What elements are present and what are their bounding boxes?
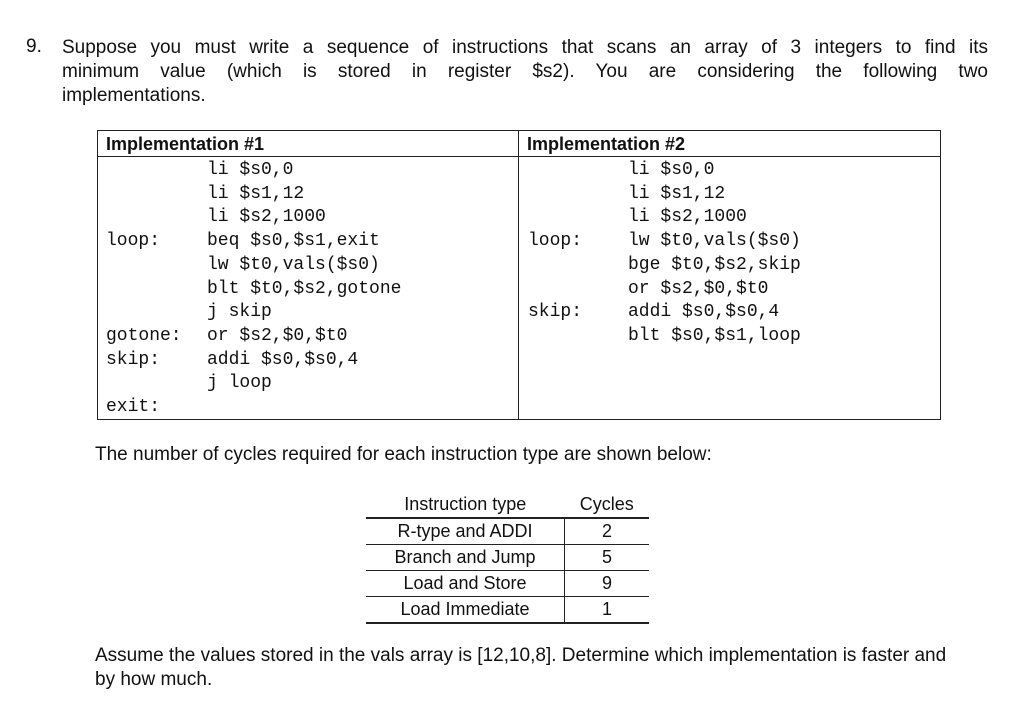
code-instruction: j skip [207, 302, 272, 323]
question-line: Suppose you must write a sequence of instructions that scans an array of 3 integers to find its [62, 37, 988, 58]
implementation-1-column [98, 131, 519, 419]
code-instruction: addi $s0,$s0,4 [207, 349, 359, 370]
instruction-type-cell: R-type and ADDI [366, 518, 565, 545]
question-number: 9. [26, 36, 42, 57]
cycles-header-type: Instruction type [366, 492, 565, 518]
code-instruction: or $s2,$0,$t0 [207, 325, 348, 346]
question-line: minimum value (which is stored in register $s2). You are considering the following two [62, 61, 988, 82]
table-row [366, 545, 649, 571]
cycles-cell: 5 [565, 545, 650, 571]
code-instruction: blt $s0,$s1,loop [628, 325, 801, 346]
table-row [366, 571, 649, 597]
instruction-type-cell: Load and Store [366, 571, 565, 597]
code-label: loop: [528, 231, 583, 252]
instruction-type-cell: Load Immediate [366, 597, 565, 624]
cycles-cell: 1 [565, 597, 650, 624]
cycles-cell: 9 [565, 571, 650, 597]
code-instruction: li $s0,0 [207, 160, 294, 180]
cycles-cell: 2 [565, 518, 650, 545]
code-label: exit: [106, 397, 161, 417]
question-text [62, 36, 988, 108]
code-instruction: bge $t0,$s2,skip [628, 254, 801, 275]
code-instruction: j loop [207, 373, 272, 394]
instruction-type-cell: Branch and Jump [366, 545, 565, 571]
code-label: skip: [528, 302, 583, 323]
implementation-2-column [519, 131, 940, 419]
code-label: skip: [106, 349, 161, 370]
cycles-header-cycles: Cycles [565, 492, 650, 518]
code-instruction: li $s1,12 [207, 183, 305, 204]
code-instruction: addi $s0,$s0,4 [628, 302, 780, 323]
code-instruction: li $s2,1000 [207, 207, 326, 228]
code-instruction: li $s2,1000 [628, 207, 747, 228]
code-instruction: lw $t0,vals($s0) [207, 254, 380, 275]
implementation-2-title: Implementation #2 [519, 131, 940, 157]
question-line: implementations. [62, 85, 206, 106]
code-instruction: lw $t0,vals($s0) [628, 231, 801, 252]
final-question-text: Assume the values stored in the vals array is [12,10,8]. Determine which implementation is faster and by how much. [95, 645, 947, 690]
implementations-table [97, 130, 941, 420]
code-label: gotone: [106, 325, 182, 346]
code-instruction: li $s1,12 [628, 183, 726, 204]
code-instruction: or $s2,$0,$t0 [628, 278, 769, 299]
code-label: loop: [106, 231, 161, 252]
code-instruction: li $s0,0 [628, 160, 715, 180]
cycles-table [366, 492, 649, 624]
code-instruction: beq $s0,$s1,exit [207, 231, 380, 252]
cycles-intro: The number of cycles required for each instruction type are shown below: [95, 444, 712, 465]
implementation-1-title: Implementation #1 [98, 131, 518, 157]
code-instruction: blt $t0,$s2,gotone [207, 278, 402, 299]
table-row [366, 597, 649, 624]
table-row [366, 518, 649, 545]
